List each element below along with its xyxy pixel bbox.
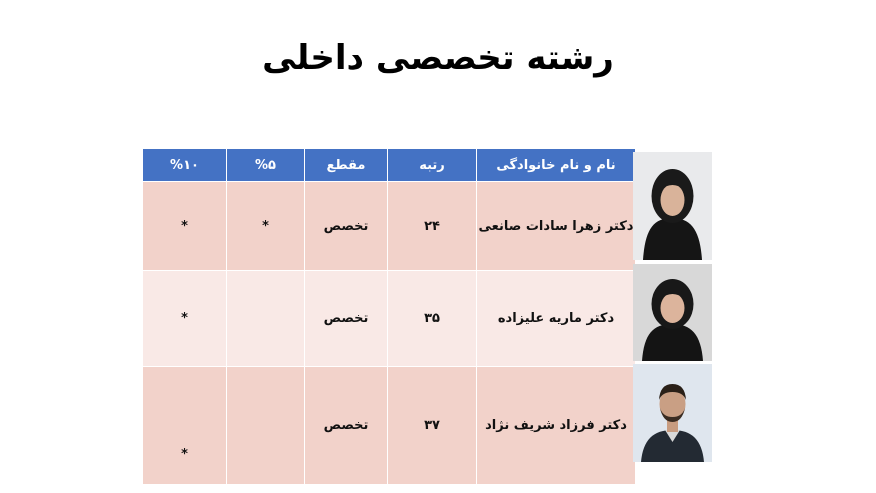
cell-percent-10: * [143,367,227,485]
cell-name: دکتر ماریه علیزاده [477,271,636,367]
person-hijab-icon [633,152,712,260]
cell-percent-10: * [143,271,227,367]
cell-percent-10: * [143,182,227,271]
person-man-icon [633,364,712,462]
portrait-photo [633,364,712,462]
results-table [142,148,636,485]
header-percent-10: %۱۰ [143,149,227,182]
table-row [143,367,636,485]
portrait-photo [633,264,712,361]
cell-name: دکتر فرزاد شریف نژاد [477,367,636,485]
header-name: نام و نام خانوادگی [477,149,636,182]
cell-section: تخصص [305,271,388,367]
cell-percent-5: * [227,182,305,271]
header-rank: رتبه [388,149,477,182]
cell-rank: ۲۴ [388,182,477,271]
table-header-row [143,149,636,182]
cell-section: تخصص [305,182,388,271]
cell-rank: ۳۵ [388,271,477,367]
cell-percent-5 [227,367,305,485]
cell-percent-5 [227,271,305,367]
cell-rank: ۳۷ [388,367,477,485]
header-percent-5: %۵ [227,149,305,182]
cell-section: تخصص [305,367,388,485]
person-hijab-icon [633,264,712,361]
table-row [143,271,636,367]
cell-name: دکتر زهرا سادات صانعی [477,182,636,271]
header-section: مقطع [305,149,388,182]
portrait-photo [633,152,712,260]
table-row [143,182,636,271]
page-title: رشته تخصصی داخلی [262,38,614,78]
